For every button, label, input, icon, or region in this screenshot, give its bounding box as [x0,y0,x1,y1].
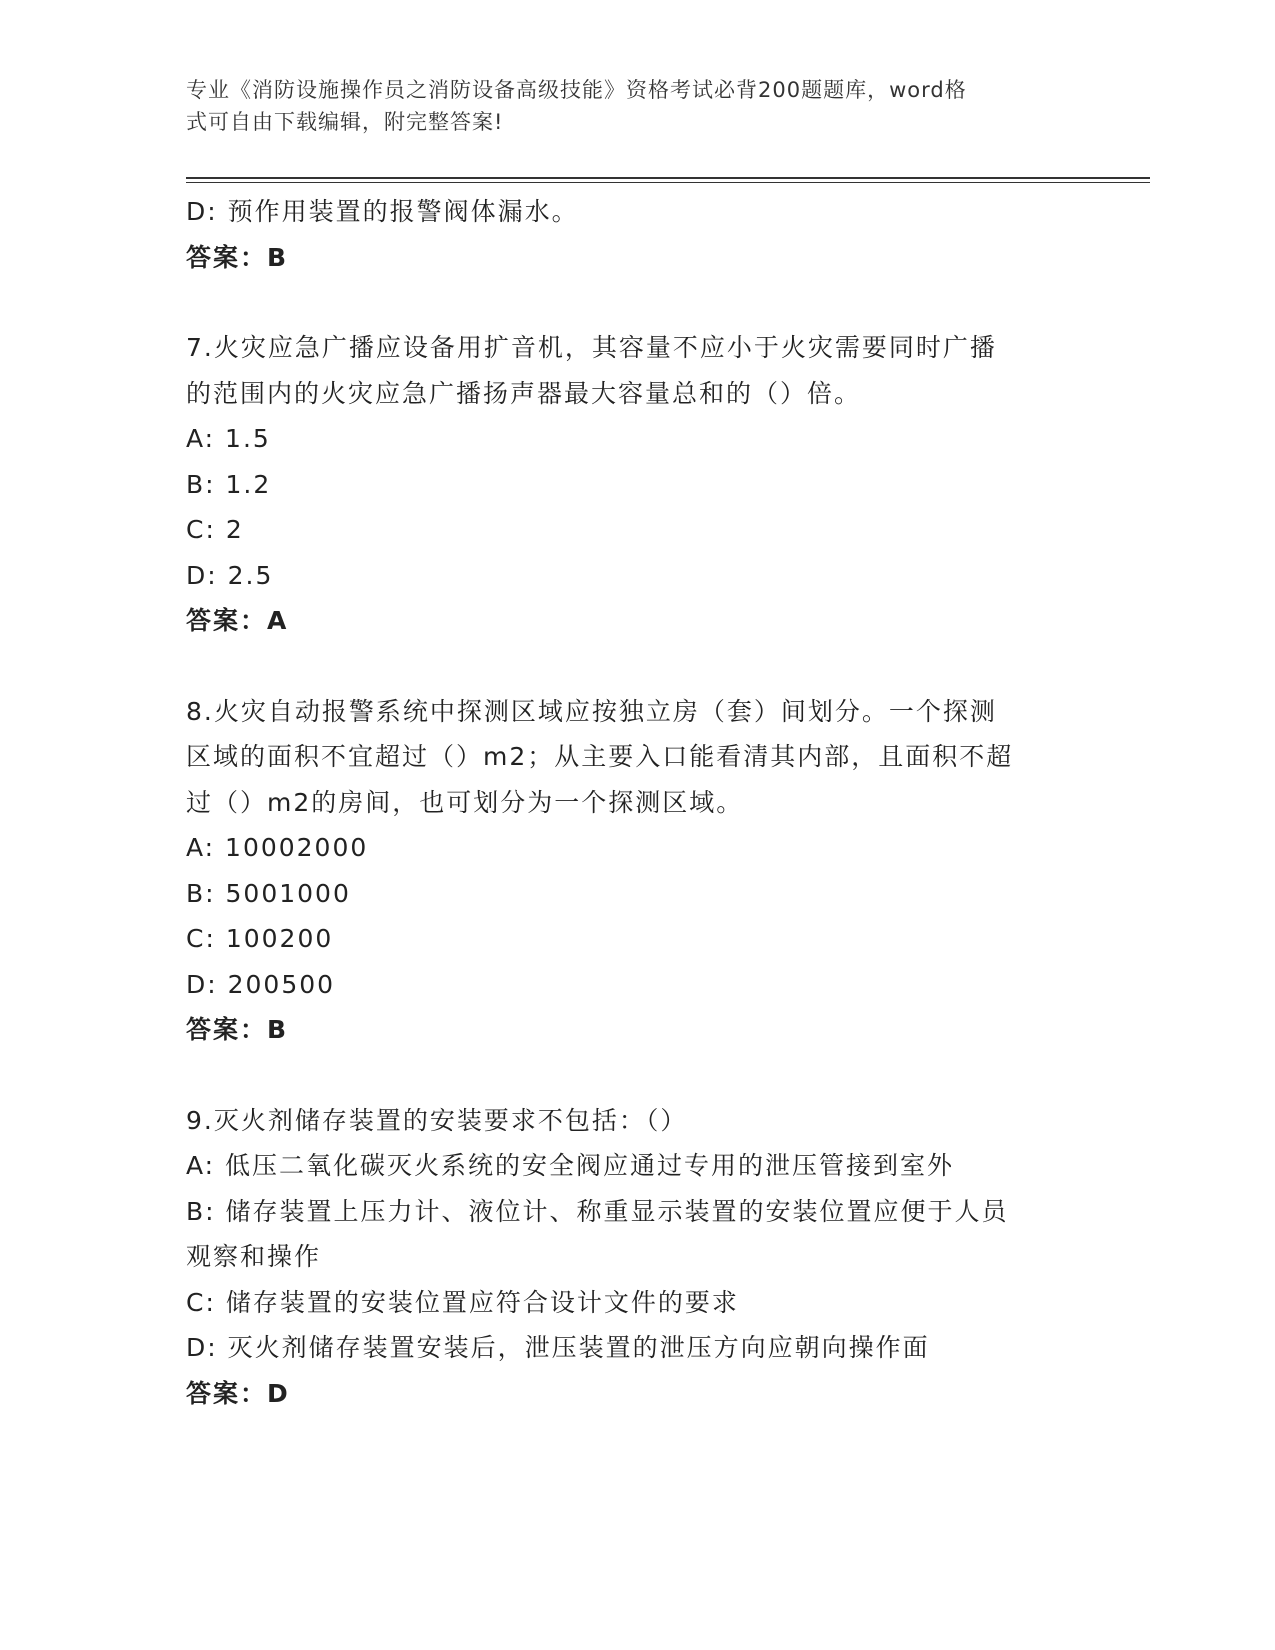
question-text-line: 过（）m2的房间，也可划分为一个探测区域。 [186,787,744,817]
option-a: A: 1.5 [186,424,271,453]
option-c: C: 储存装置的安装位置应符合设计文件的要求 [186,1287,739,1317]
question-text-line: 区域的面积不宜超过（）m2；从主要入口能看清其内部，且面积不超 [186,742,1014,771]
option-c: C: 2 [186,515,244,544]
option-b: B: 5001000 [186,878,351,908]
header-line-2: 式可自由下载编辑，附完整答案! [186,110,504,134]
option-b-continued: 观察和操作 [186,1242,322,1271]
spacer [186,280,1066,325]
answer-label: 答案：A [186,606,289,635]
question-text-line: 7.火灾应急广播应设备用扩音机，其容量不应小于火灾需要同时广播 [186,333,997,362]
option-d: D: 灭火剂储存装置安装后，泄压装置的泄压方向应朝向操作面 [186,1333,930,1362]
option-d: D: 200500 [186,969,336,999]
option-b: B: 1.2 [186,469,272,499]
option-d: D: 预作用装置的报警阀体漏水。 [186,197,579,226]
question-text-line: 9.灭火剂储存装置的安装要求不包括：（） [186,1105,688,1135]
question-8 [186,689,1066,1053]
answer-label: 答案：B [186,242,289,272]
answer-label: 答案：B [186,1015,289,1044]
option-c: C: 100200 [186,924,334,953]
question-9 [186,1098,1066,1417]
question-text-line: 8.火灾自动报警系统中探测区域应按独立房（套）间划分。一个探测 [186,696,997,726]
option-a: A: 10002000 [186,833,369,862]
option-d: D: 2.5 [186,560,274,590]
spacer [186,644,1066,689]
question-text-line: 的范围内的火灾应急广播扬声器最大容量总和的（）倍。 [186,378,862,408]
option-a: A: 低压二氧化碳灭火系统的安全阀应通过专用的泄压管接到室外 [186,1151,955,1180]
document-header [186,74,1066,138]
header-divider-thin [186,182,1150,183]
option-b: B: 储存装置上压力计、液位计、称重显示装置的安装位置应便于人员 [186,1196,1009,1226]
header-line-1: 专业《消防设施操作员之消防设备高级技能》资格考试必背200题题库，word格 [186,78,967,102]
question-7 [186,325,1066,644]
question-6-tail [186,189,1066,280]
answer-label: 答案：D [186,1378,290,1408]
header-divider-thick [186,177,1150,179]
document-body [186,189,1066,1416]
spacer [186,1053,1066,1098]
